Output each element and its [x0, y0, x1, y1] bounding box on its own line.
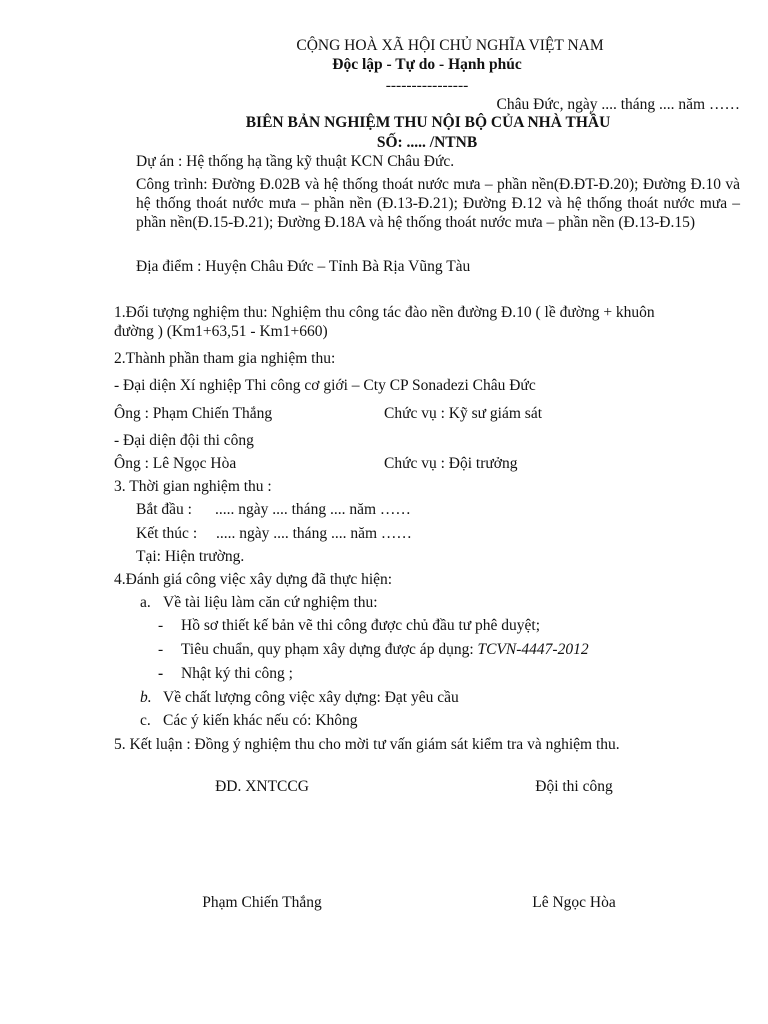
national-motto: Độc lập - Tự do - Hạnh phúc [332, 56, 522, 73]
item-a-marker: a. [140, 594, 151, 611]
dash-3: - [158, 665, 164, 682]
nation-name: CỘNG HOÀ XÃ HỘI CHỦ NGHĨA VIỆT NAM [296, 37, 604, 54]
person1-name: Ông : Phạm Chiến Thắng [114, 405, 273, 422]
doc-item-1: Hồ sơ thiết kế bản vẽ thi công được chủ đầu tư phê duyệt; [181, 617, 541, 634]
section4-heading: 4.Đánh giá công việc xây dựng đã thực hiện: [114, 571, 393, 588]
standard-code: TCVN-4447-2012 [477, 641, 589, 658]
project-line: Dự án : Hệ thống hạ tầng kỹ thuật KCN Châu Đức. [136, 153, 455, 170]
signature-right-title: Đội thi công [535, 778, 613, 795]
section1-line1: 1.Đối tượng nghiệm thu: Nghiệm thu công tác đào nền đường Đ.10 ( lề đường + khuôn [114, 304, 655, 321]
item-b-marker: b. [140, 689, 152, 706]
place-date: Châu Đức, ngày .... tháng .... năm …… [496, 96, 740, 113]
item-a-text: Về tài liệu làm căn cứ nghiệm thu: [163, 594, 378, 611]
construction-works: Công trình: Đường Đ.02B và hệ thống thoát nước mưa – phần nền(Đ.ĐT-Đ.20); Đường Đ.10 và hệ thống thoát nước mưa – phần nền (Đ.13-Đ.21); Đường Đ.12 và hệ thống thoát nước mưa – phần nền(Đ.15-Đ.21); Đường Đ.18A và hệ thống thoát nước mưa – phần nền (Đ.13-Đ.15) [136, 176, 740, 231]
section1-line2: đường ) (Km1+63,51 - Km1+660) [114, 323, 328, 340]
location-line: Địa điểm : Huyện Châu Đức – Tỉnh Bà Rịa Vũng Tàu [136, 258, 471, 275]
person2-name: Ông : Lê Ngọc Hòa [114, 455, 237, 472]
signature-left-title: ĐD. XNTCCG [215, 778, 309, 795]
representative-2: - Đại diện đội thi công [114, 432, 254, 449]
doc-item-3: Nhật ký thi công ; [181, 665, 293, 682]
start-value: ..... ngày .... tháng .... năm …… [215, 501, 411, 518]
item-c-marker: c. [140, 712, 151, 729]
signature-right-name: Lê Ngọc Hòa [532, 894, 616, 911]
representative-1: - Đại diện Xí nghiệp Thi công cơ giới – Cty CP Sonadezi Châu Đức [114, 377, 536, 394]
start-label: Bắt đầu : [136, 501, 192, 518]
section3-heading: 3. Thời gian nghiệm thu : [114, 478, 272, 495]
conclusion: 5. Kết luận : Đồng ý nghiệm thu cho mời tư vấn giám sát kiểm tra và nghiệm thu. [114, 736, 620, 753]
dash-1: - [158, 617, 164, 634]
doc-item-2-text: Tiêu chuẩn, quy phạm xây dựng được áp dụng: [181, 641, 478, 658]
person1-role: Chức vụ : Kỹ sư giám sát [384, 405, 543, 422]
dash-2: - [158, 641, 164, 658]
doc-item-2 [181, 640, 589, 659]
section2-heading: 2.Thành phần tham gia nghiệm thu: [114, 350, 336, 367]
end-value: ..... ngày .... tháng .... năm …… [216, 525, 412, 542]
header-divider: ---------------- [385, 77, 469, 94]
document-number: SỐ: ..... /NTNB [376, 134, 478, 151]
item-c-text: Các ý kiến khác nếu có: Không [163, 712, 358, 729]
document-title: BIÊN BẢN NGHIỆM THU NỘI BỘ CỦA NHÀ THẦU [245, 114, 611, 131]
acceptance-location: Tại: Hiện trường. [136, 548, 245, 565]
person2-role: Chức vụ : Đội trưởng [384, 455, 518, 472]
signature-left-name: Phạm Chiến Thắng [202, 894, 322, 911]
item-b-text: Về chất lượng công việc xây dựng: Đạt yêu cầu [163, 689, 459, 706]
end-label: Kết thúc : [136, 525, 198, 542]
